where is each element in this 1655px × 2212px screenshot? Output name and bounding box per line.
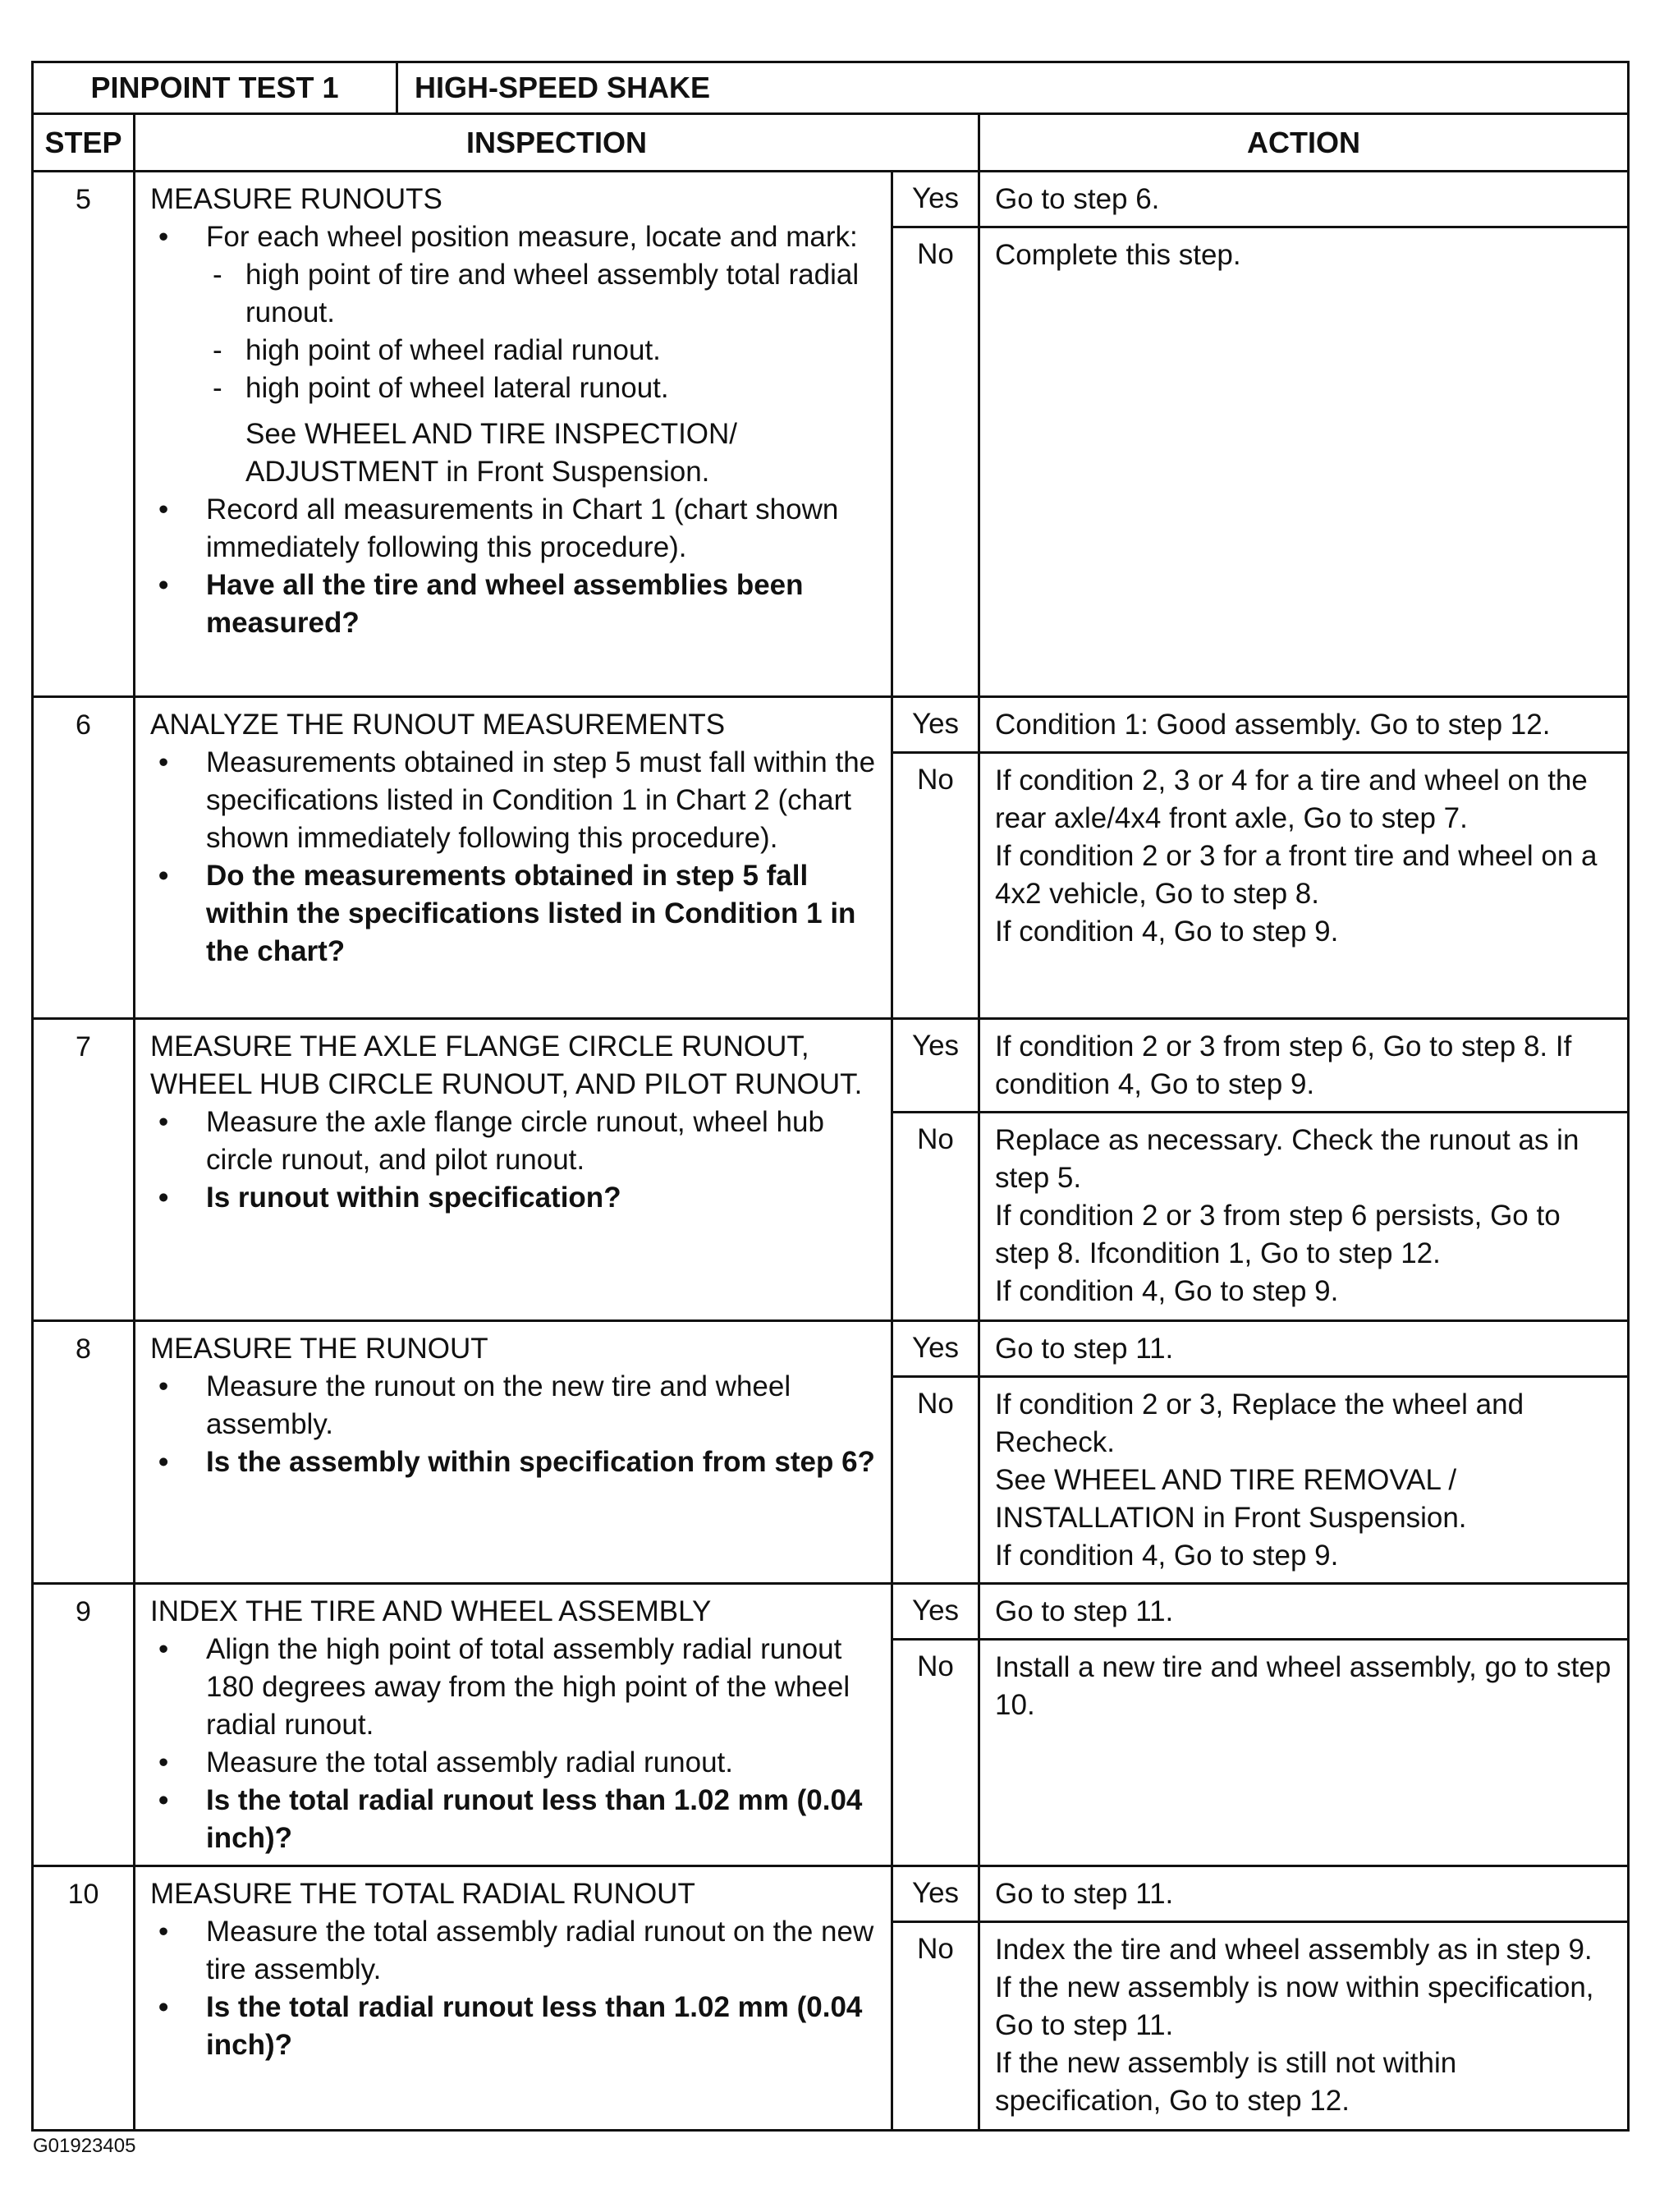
column-header-row	[33, 114, 1629, 172]
step-number: 8	[33, 1321, 135, 1584]
no-action-line: See WHEEL AND TIRE REMOVAL / INSTALLATION in Front Suspension.	[995, 1464, 1467, 1534]
action-column-header: ACTION	[979, 114, 1629, 172]
sub-item: - high point of wheel radial runout.	[150, 332, 881, 369]
step-question: • Is the total radial runout less than 1.02 mm (0.04 inch)?	[150, 1782, 881, 1857]
no-label: No	[892, 227, 979, 697]
step-title: MEASURE THE AXLE FLANGE CIRCLE RUNOUT, WHEEL HUB CIRCLE RUNOUT, AND PILOT RUNOUT.	[150, 1030, 863, 1100]
sub-item: - high point of tire and wheel assembly total radial runout.	[150, 256, 881, 332]
no-label: No	[892, 1922, 979, 2131]
yes-action: Go to step 11.	[979, 1321, 1629, 1377]
step-title: ANALYZE THE RUNOUT MEASUREMENTS	[150, 709, 726, 741]
step-5-inspection	[135, 172, 892, 697]
step-title: MEASURE RUNOUTS	[150, 183, 442, 215]
step-8-yes-row	[33, 1321, 1629, 1377]
yes-label: Yes	[892, 1584, 979, 1640]
step-question: • Is runout within specification?	[150, 1179, 881, 1217]
no-action	[979, 1377, 1629, 1584]
step-7-yes-row	[33, 1019, 1629, 1113]
step-number: 5	[33, 172, 135, 697]
no-action-line: If condition 4, Go to step 9.	[995, 916, 1339, 948]
no-label: No	[892, 1113, 979, 1321]
pinpoint-test-table	[31, 61, 1630, 2132]
step-question: • Is the assembly within specification from step 6?	[150, 1443, 881, 1481]
no-label: No	[892, 1377, 979, 1584]
no-action-line: If condition 4, Go to step 9.	[995, 1275, 1339, 1307]
step-9-inspection	[135, 1584, 892, 1866]
instruction-bullet: • Measure the total assembly radial runout.	[150, 1744, 881, 1782]
instruction-bullet: • Record all measurements in Chart 1 (chart shown immediately following this procedure).	[150, 491, 881, 567]
step-7-inspection	[135, 1019, 892, 1321]
step-5-yes-row	[33, 172, 1629, 227]
step-number: 7	[33, 1019, 135, 1321]
test-label: PINPOINT TEST 1	[33, 62, 397, 114]
no-action-line: Replace as necessary. Check the runout as in step 5.	[995, 1124, 1579, 1194]
test-header-row	[33, 62, 1629, 114]
step-title: MEASURE THE TOTAL RADIAL RUNOUT	[150, 1878, 695, 1910]
yes-action: If condition 2 or 3 from step 6, Go to step 8. If condition 4, Go to step 9.	[979, 1019, 1629, 1113]
instruction-bullet: • Measure the runout on the new tire and wheel assembly.	[150, 1368, 881, 1443]
yes-label: Yes	[892, 1321, 979, 1377]
figure-id: G01923405	[33, 2135, 136, 2157]
step-title: MEASURE THE RUNOUT	[150, 1333, 488, 1365]
step-question: • Do the measurements obtained in step 5 fall within the specifications listed in Condition 1 in the chart?	[150, 857, 881, 971]
inspection-column-header: INSPECTION	[135, 114, 979, 172]
no-action-line: Index the tire and wheel assembly as in step 9.	[995, 1934, 1593, 1966]
instruction-bullet: • Measurements obtained in step 5 must fall within the specifications listed in Condition 1 in Chart 2 (chart shown immediately following this procedure).	[150, 744, 881, 857]
instruction-bullet: • For each wheel position measure, locate and mark:	[150, 218, 881, 256]
step-question: • Have all the tire and wheel assemblies been measured?	[150, 567, 881, 642]
no-action-line: If condition 2, 3 or 4 for a tire and wheel on the rear axle/4x4 front axle, Go to step 7.	[995, 764, 1588, 834]
no-action	[979, 753, 1629, 1019]
no-action-line: If the new assembly is now within specification, Go to step 11.	[995, 1971, 1594, 2041]
pinpoint-test-document	[31, 61, 1627, 2132]
no-action: Complete this step.	[979, 227, 1629, 697]
no-label: No	[892, 1640, 979, 1866]
no-action	[979, 1113, 1629, 1321]
instruction-bullet: • Align the high point of total assembly radial runout 180 degrees away from the high point of the wheel radial runout.	[150, 1631, 881, 1744]
yes-label: Yes	[892, 1019, 979, 1113]
step-number: 6	[33, 697, 135, 1019]
no-action-line: If the new assembly is still not within specification, Go to step 12.	[995, 2047, 1457, 2117]
step-number: 9	[33, 1584, 135, 1866]
step-column-header: STEP	[33, 114, 135, 172]
step-number: 10	[33, 1866, 135, 2131]
no-action-line: If condition 2 or 3 for a front tire and wheel on a 4x2 vehicle, Go to step 8.	[995, 840, 1598, 910]
instruction-bullet: • Measure the total assembly radial runout on the new tire assembly.	[150, 1913, 881, 1989]
yes-action: Go to step 11.	[979, 1584, 1629, 1640]
yes-action: Condition 1: Good assembly. Go to step 12.	[979, 697, 1629, 753]
no-action: Install a new tire and wheel assembly, go to step 10.	[979, 1640, 1629, 1866]
yes-label: Yes	[892, 1866, 979, 1922]
no-action-line: If condition 2 or 3 from step 6 persists, Go to step 8. Ifcondition 1, Go to step 12.	[995, 1200, 1561, 1269]
yes-action: Go to step 11.	[979, 1866, 1629, 1922]
step-8-inspection	[135, 1321, 892, 1584]
instruction-bullet: • Measure the axle flange circle runout, wheel hub circle runout, and pilot runout.	[150, 1104, 881, 1179]
step-10-inspection	[135, 1866, 892, 2131]
yes-label: Yes	[892, 697, 979, 753]
reference-note: See WHEEL AND TIRE INSPECTION/ ADJUSTMENT in Front Suspension.	[245, 418, 738, 488]
step-9-yes-row	[33, 1584, 1629, 1640]
no-label: No	[892, 753, 979, 1019]
step-6-inspection	[135, 697, 892, 1019]
no-action-line: If condition 2 or 3, Replace the wheel and Recheck.	[995, 1388, 1524, 1458]
sub-item: - high point of wheel lateral runout.	[150, 369, 881, 407]
step-10-yes-row	[33, 1866, 1629, 1922]
test-title: HIGH-SPEED SHAKE	[397, 62, 1629, 114]
yes-label: Yes	[892, 172, 979, 227]
no-action	[979, 1922, 1629, 2131]
no-action-line: If condition 4, Go to step 9.	[995, 1540, 1339, 1572]
step-question: • Is the total radial runout less than 1.02 mm (0.04 inch)?	[150, 1989, 881, 2064]
step-title: INDEX THE TIRE AND WHEEL ASSEMBLY	[150, 1595, 712, 1627]
step-6-yes-row	[33, 697, 1629, 753]
yes-action: Go to step 6.	[979, 172, 1629, 227]
